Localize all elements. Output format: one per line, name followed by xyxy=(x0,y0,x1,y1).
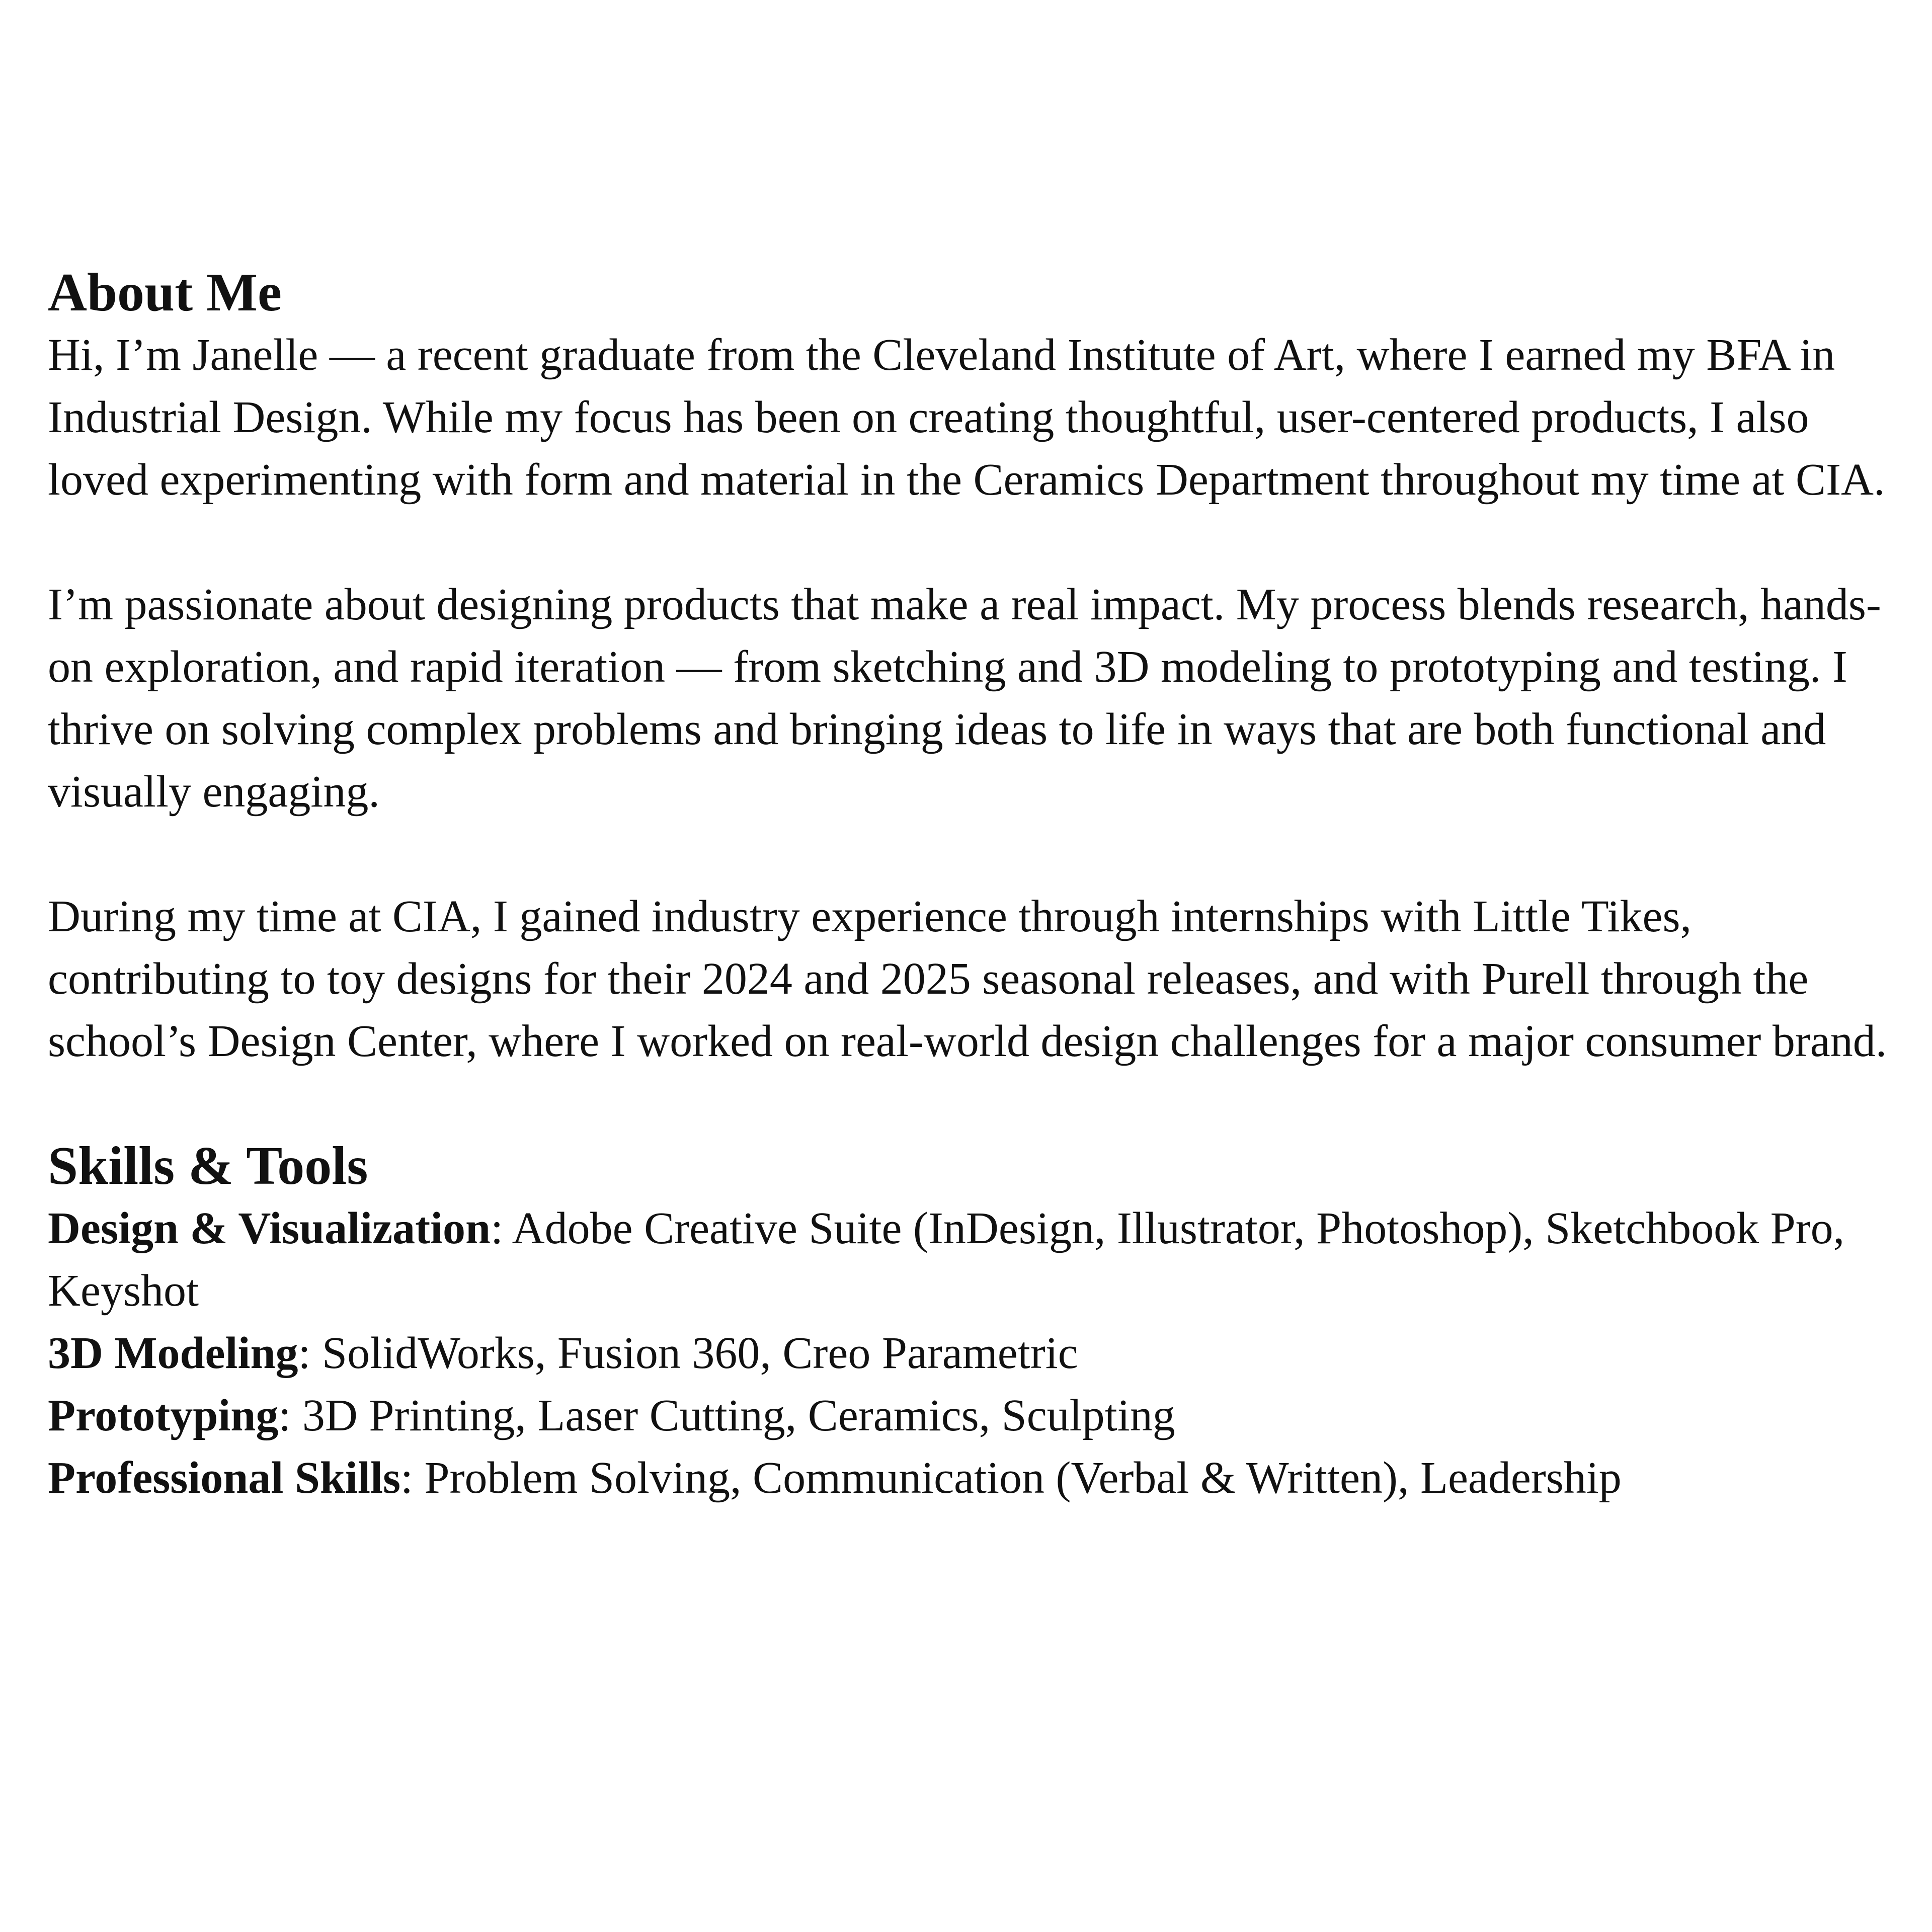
about-heading: About Me xyxy=(48,263,282,323)
about-paragraph-3: During my time at CIA, I gained industry experience through internships with Little Tikes, contributing to toy designs for their 2024 and 2025 seasonal releases, and with Purell through the school’s Design Center, where I worked on real-world design challenges for a major consumer brand. xyxy=(48,892,1887,1066)
skills-heading: Skills & Tools xyxy=(48,1136,368,1196)
skill-design-visualization xyxy=(48,1197,1899,1322)
skill-label: Design & Visualization xyxy=(48,1203,491,1253)
paragraph-spacer xyxy=(48,511,1899,574)
skill-professional xyxy=(48,1447,1899,1509)
skill-label: Prototyping xyxy=(48,1391,279,1440)
skill-label: 3D Modeling xyxy=(48,1328,298,1378)
skill-value: : Adobe Creative Suite (InDesign, Illustrator, Photoshop), Sketchbook Pro, Keyshot xyxy=(48,1203,1845,1316)
skill-3d-modeling xyxy=(48,1322,1899,1385)
about-paragraph-1: Hi, I’m Janelle — a recent graduate from the Cleveland Institute of Art, where I earned my BFA in Industrial Design. While my focus has been on creating thoughtful, user-centered products, I also loved experimenting with form and material in the Ceramics Department throughout my time at CIA. xyxy=(48,330,1885,505)
about-page xyxy=(48,262,1899,1509)
paragraph-spacer xyxy=(48,823,1899,886)
skill-value: : Problem Solving, Communication (Verbal & Written), Leadership xyxy=(400,1453,1622,1503)
paragraph-spacer xyxy=(48,1073,1899,1135)
about-paragraph-2: I’m passionate about designing products that make a real impact. My process blends research, hands-on exploration, and rapid iteration — from sketching and 3D modeling to prototyping and testing. I thrive on solving complex problems and bringing ideas to life in ways that are both functional and visually engaging. xyxy=(48,580,1881,817)
skill-prototyping xyxy=(48,1385,1899,1447)
skill-label: Professional Skills xyxy=(48,1453,400,1503)
skill-value: : SolidWorks, Fusion 360, Creo Parametric xyxy=(298,1328,1078,1378)
skill-value: : 3D Printing, Laser Cutting, Ceramics, Sculpting xyxy=(278,1391,1175,1440)
